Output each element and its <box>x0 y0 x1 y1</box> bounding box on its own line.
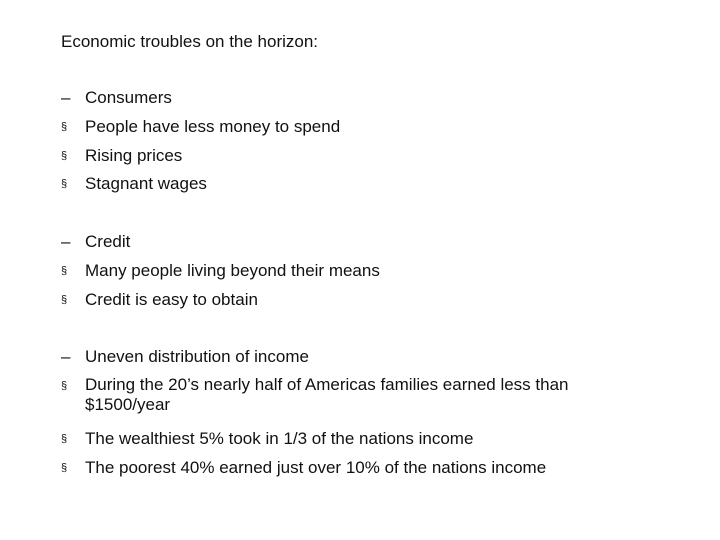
square-bullet-icon: § <box>61 433 68 445</box>
section-heading-text: Uneven distribution of income <box>85 347 309 366</box>
square-bullet-icon: § <box>61 462 68 474</box>
dash-bullet-icon: – <box>61 347 71 366</box>
square-bullet-icon: § <box>61 380 68 392</box>
bullet-text: People have less money to spend <box>85 117 341 136</box>
square-bullet-icon: § <box>61 121 68 133</box>
section-heading-text: Credit <box>85 232 131 251</box>
square-bullet-icon: § <box>61 150 68 162</box>
bullet-text: Credit is easy to obtain <box>85 290 258 309</box>
slide-title: Economic troubles on the horizon: <box>61 32 319 51</box>
bullet-text: Stagnant wages <box>85 174 207 193</box>
bullet-text: Many people living beyond their means <box>85 261 380 280</box>
dash-bullet-icon: – <box>61 88 71 107</box>
dash-bullet-icon: – <box>61 232 71 251</box>
section-heading-text: Consumers <box>85 88 172 107</box>
square-bullet-icon: § <box>61 265 68 277</box>
bullet-text: Rising prices <box>85 146 183 165</box>
bullet-text: The wealthiest 5% took in 1/3 of the nations income <box>85 429 474 448</box>
square-bullet-icon: § <box>61 178 68 190</box>
bullet-text: During the 20’s nearly half of Americas families earned less than $1500/year <box>85 375 569 414</box>
square-bullet-icon: § <box>61 294 68 306</box>
bullet-text: The poorest 40% earned just over 10% of the nations income <box>85 458 547 477</box>
